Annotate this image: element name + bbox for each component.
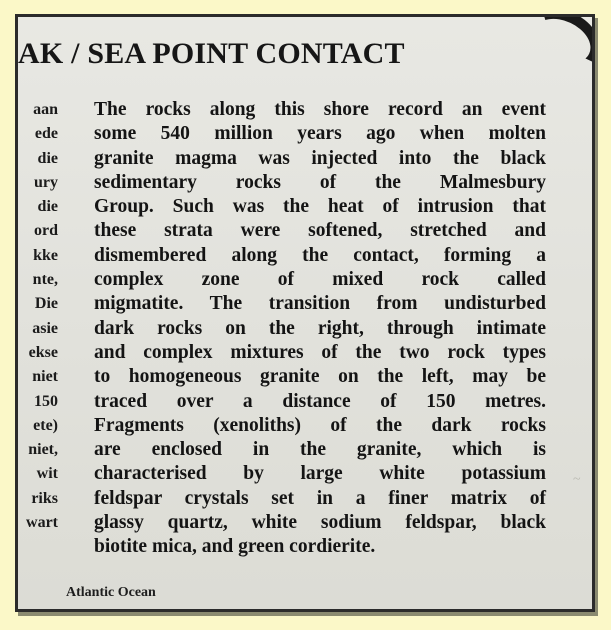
body-line: biotite mica, and green cordierite.: [94, 536, 376, 558]
left-column-line: ete): [33, 416, 58, 434]
body-line: migmatite. The transition from undisturbed: [94, 293, 546, 315]
left-column-line: die: [37, 149, 58, 167]
left-column-line: ord: [34, 222, 58, 240]
body-line: complex zone of mixed rock called: [94, 269, 546, 291]
left-column-line: 150: [34, 392, 58, 410]
scratch-mark: ~: [573, 472, 581, 487]
left-column-line: ekse: [28, 343, 58, 361]
body-line: these strata were softened, stretched and: [94, 220, 546, 242]
body-line: dismembered along the contact, forming a: [94, 244, 546, 266]
sign-board: [18, 17, 592, 609]
left-column-line: asie: [32, 319, 58, 337]
left-column-line: wit: [36, 465, 58, 483]
corner-logo-fragment: [513, 17, 592, 85]
left-column-line: aan: [33, 101, 58, 118]
body-line: characterised by large white potassium: [94, 463, 546, 485]
body-line: Group. Such was the heat of intrusion that: [94, 196, 546, 218]
body-line: and complex mixtures of the two rock types: [94, 341, 546, 363]
main-body-text: [94, 98, 546, 560]
sign-title: AK / SEA POINT CONTACT: [18, 37, 405, 70]
left-column-line: riks: [31, 489, 58, 507]
left-column-line: kke: [33, 246, 58, 264]
body-line: traced over a distance of 150 metres.: [94, 390, 546, 412]
left-column-line: ury: [34, 173, 58, 191]
left-column-line: die: [37, 198, 58, 216]
body-line: some 540 million years ago when molten: [94, 123, 546, 145]
body-line: feldspar crystals set in a finer matrix of: [94, 487, 546, 509]
body-line: sedimentary rocks of the Malmesbury: [94, 171, 546, 193]
body-line: to homogeneous granite on the left, may be: [94, 366, 546, 388]
left-column-line: ede: [34, 125, 58, 143]
left-column-line: niet: [32, 368, 58, 386]
body-line: dark rocks on the right, through intimate: [94, 317, 546, 339]
body-line: granite magma was injected into the black: [94, 147, 546, 169]
body-line: glassy quartz, white sodium feldspar, black: [94, 512, 546, 534]
footer-label: Atlantic Ocean: [66, 585, 156, 600]
left-column-line: wart: [26, 514, 58, 532]
body-line: are enclosed in the granite, which is: [94, 439, 546, 461]
left-column-line: nte,: [32, 271, 58, 289]
left-column-text: [18, 98, 58, 535]
left-column-line: niet,: [28, 441, 58, 459]
left-column-line: Die: [34, 295, 58, 313]
body-line: The rocks along this shore record an event: [94, 99, 546, 120]
body-line: Fragments (xenoliths) of the dark rocks: [94, 414, 546, 436]
